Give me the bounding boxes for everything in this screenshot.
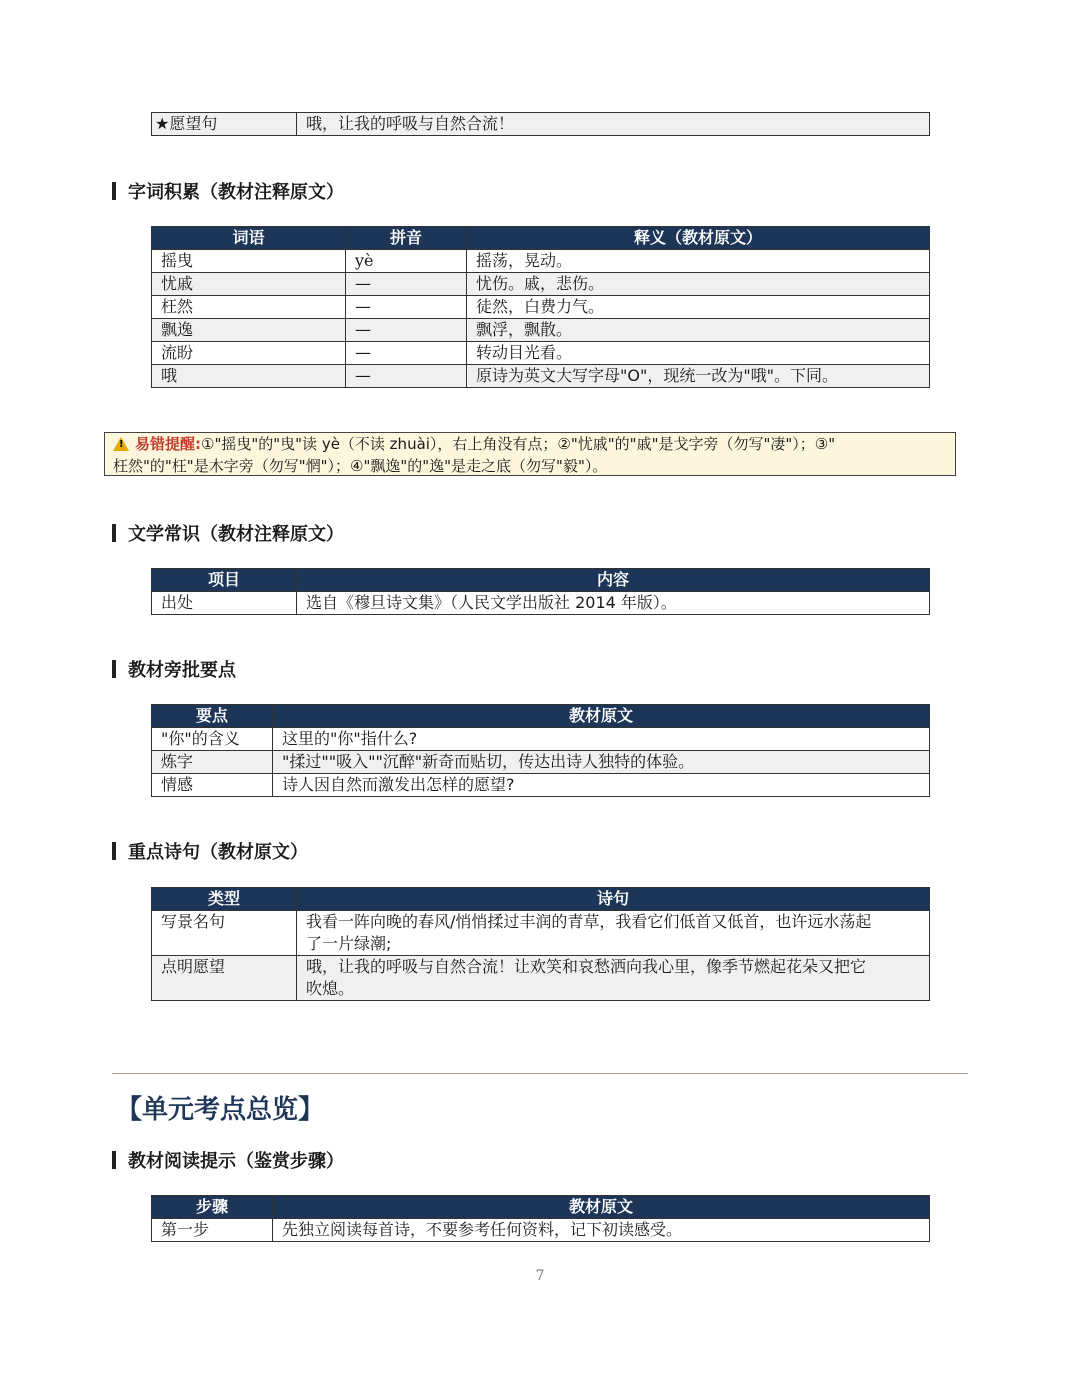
table-row: [152, 774, 930, 797]
table-cell: 原诗为英文大写字母"O"，现统一改为"哦"。下同。: [467, 365, 930, 388]
table-row: [152, 911, 930, 956]
table-row: [152, 342, 930, 365]
table-row: [152, 728, 930, 751]
table-header-row: [152, 888, 930, 911]
reading-table: [151, 1195, 930, 1242]
reading-heading: [112, 1150, 344, 1174]
poem-line: 吹熄。: [306, 979, 355, 998]
literature-heading: [112, 523, 344, 547]
table-cell: 哦: [152, 365, 346, 388]
warning-box: [104, 432, 956, 476]
warning-label: 易错提醒:: [135, 435, 201, 453]
table-row: [152, 751, 930, 774]
table-cell: 摇曳: [152, 250, 346, 273]
section-bar: [112, 182, 116, 200]
wish-value: 哦，让我的呼吸与自然合流！: [297, 113, 930, 136]
warning-text-2: 枉然"的"枉"是木字旁（勿写"惘"）；④"飘逸"的"逸"是走之底（勿写"毅"）。: [113, 457, 608, 475]
warning-text-1: ①"摇曳"的"曳"读 yè（不读 zhuài），右上角没有点；②"忧戚"的"戚"是戈字旁（勿写"凄"）；③": [201, 435, 836, 453]
table-cell: 第一步: [152, 1219, 273, 1242]
table-cell: 炼字: [152, 751, 273, 774]
table-row: [152, 250, 930, 273]
key-lines-heading: [112, 841, 308, 865]
table-cell: 点明愿望: [152, 956, 297, 1001]
page-number: 7: [535, 1268, 545, 1284]
poem-line: 哦，让我的呼吸与自然合流！让欢笑和哀愁洒向我心里，像季节燃起花朵又把它: [306, 957, 867, 976]
col-header: 教材原文: [273, 1196, 930, 1219]
col-header: 项目: [152, 569, 297, 592]
table-cell: yè: [346, 250, 467, 273]
wish-label: ★愿望句: [152, 113, 297, 136]
key-lines-heading-text: 重点诗句（教材原文）: [128, 842, 308, 863]
table-cell: —: [346, 319, 467, 342]
table-cell: —: [346, 273, 467, 296]
col-header: 教材原文: [273, 705, 930, 728]
table-cell: 选自《穆旦诗文集》（人民文学出版社 2014 年版）。: [297, 592, 930, 615]
table-row: [152, 273, 930, 296]
table-header-row: [152, 1196, 930, 1219]
table-header-row: [152, 569, 930, 592]
table-cell: 这里的"你"指什么?: [273, 728, 930, 751]
table-cell: 流盼: [152, 342, 346, 365]
table-cell: 枉然: [152, 296, 346, 319]
col-header: 拼音: [346, 227, 467, 250]
col-header: 词语: [152, 227, 346, 250]
table-cell: [297, 911, 930, 956]
section-bar: [112, 842, 116, 860]
section-bar: [112, 660, 116, 678]
table-cell: 先独立阅读每首诗，不要参考任何资料，记下初读感受。: [273, 1219, 930, 1242]
table-cell: 飘浮，飘散。: [467, 319, 930, 342]
col-header: 类型: [152, 888, 297, 911]
col-header: 要点: [152, 705, 273, 728]
vocab-heading: [112, 181, 344, 205]
table-cell: 徒然，白费力气。: [467, 296, 930, 319]
table-header-row: [152, 705, 930, 728]
table-cell: 忧戚: [152, 273, 346, 296]
table-cell: 转动目光看。: [467, 342, 930, 365]
table-cell: 飘逸: [152, 319, 346, 342]
annotations-table: [151, 704, 930, 797]
poem-line: 我看一阵向晚的春风/悄悄揉过丰润的青草，我看它们低首又低首，也许远水荡起: [306, 912, 872, 931]
table-row: [152, 1219, 930, 1242]
annotations-heading-text: 教材旁批要点: [128, 660, 236, 681]
section-bar: [112, 1151, 116, 1169]
table-row: [152, 365, 930, 388]
vocab-heading-text: 字词积累（教材注释原文）: [128, 182, 344, 203]
table-cell: —: [346, 296, 467, 319]
warning-icon: !: [113, 437, 129, 451]
col-header: 诗句: [297, 888, 930, 911]
table-cell: 情感: [152, 774, 273, 797]
table-cell: 写景名句: [152, 911, 297, 956]
annotations-heading: [112, 659, 236, 683]
warning-line-1: [113, 433, 955, 455]
vocab-table: [151, 226, 930, 388]
wish-table: [151, 112, 930, 136]
unit-title: 【单元考点总览】: [116, 1095, 325, 1125]
section-divider: [112, 1073, 968, 1074]
table-cell: —: [346, 365, 467, 388]
table-row: [152, 592, 930, 615]
table-cell: "揉过""吸入""沉醉"新奇而贴切，传达出诗人独特的体验。: [273, 751, 930, 774]
reading-heading-text: 教材阅读提示（鉴赏步骤）: [128, 1151, 344, 1172]
table-cell: 出处: [152, 592, 297, 615]
literature-heading-text: 文学常识（教材注释原文）: [128, 524, 344, 545]
col-header: 释义（教材原文）: [467, 227, 930, 250]
table-cell: 摇荡，晃动。: [467, 250, 930, 273]
table-cell: 诗人因自然而激发出怎样的愿望?: [273, 774, 930, 797]
literature-table: [151, 568, 930, 615]
table-cell: —: [346, 342, 467, 365]
col-header: 内容: [297, 569, 930, 592]
table-row: [152, 296, 930, 319]
table-header-row: [152, 227, 930, 250]
table-cell: "你"的含义: [152, 728, 273, 751]
table-row: [152, 956, 930, 1001]
key-lines-table: [151, 887, 930, 1001]
table-row: [152, 319, 930, 342]
poem-line: 了一片绿潮;: [306, 934, 392, 953]
table-cell: 忧伤。戚，悲伤。: [467, 273, 930, 296]
table-cell: [297, 956, 930, 1001]
section-bar: [112, 524, 116, 542]
col-header: 步骤: [152, 1196, 273, 1219]
